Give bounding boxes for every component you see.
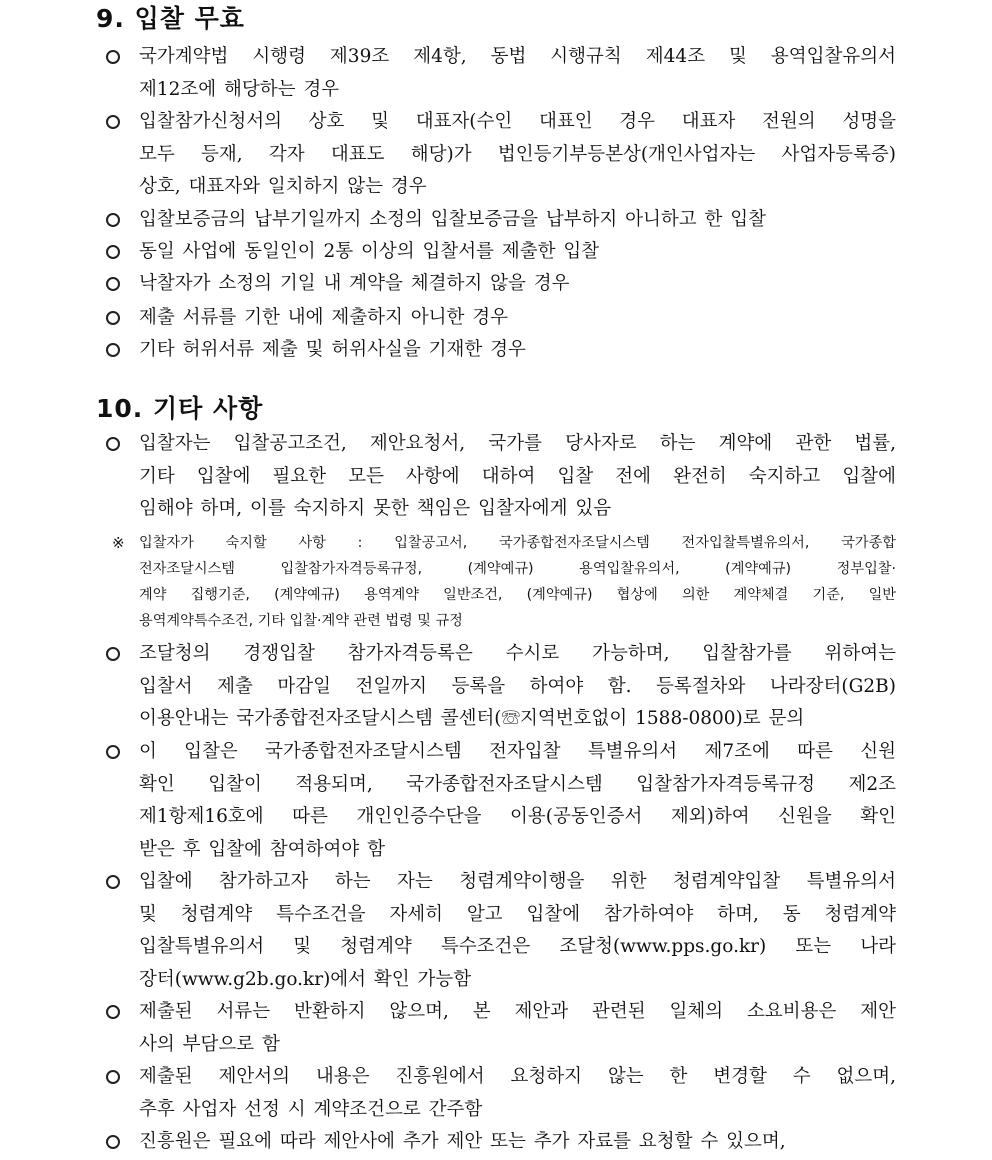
text-line: 이 입찰은 국가종합전자조달시스템 전자입찰 특별유의서 제7조에 따른 신원 — [139, 741, 896, 762]
note-line: 용역계약특수조건, 기타 입찰·계약 관련 법령 및 규정 — [139, 613, 463, 629]
item-text — [139, 334, 896, 367]
text-line: 낙찰자가 소정의 기일 내 계약을 체결하지 않을 경우 — [139, 273, 570, 294]
circle-bullet-icon — [106, 647, 120, 661]
text-line: 제12조에 해당하는 경우 — [139, 78, 340, 100]
reference-mark-icon: ※ — [112, 534, 125, 552]
circle-bullet-icon — [106, 745, 120, 759]
circle-bullet-icon — [106, 343, 120, 357]
circle-bullet-icon — [106, 115, 120, 129]
text-line: 모두 등재, 각자 대표도 해당)가 법인등기부등본상(개인사업자는 사업자등록증) — [139, 143, 896, 165]
text-line: 받은 후 입찰에 참여하여야 함 — [139, 838, 385, 860]
item-text — [139, 41, 896, 106]
item-text — [139, 1061, 896, 1126]
circle-bullet-icon — [106, 245, 120, 259]
text-line: 기타 입찰에 필요한 모든 사항에 대하여 입찰 전에 완전히 숙지하고 입찰에 — [139, 465, 896, 487]
circle-bullet-icon — [106, 277, 120, 291]
circle-bullet-icon — [106, 1135, 120, 1149]
text-line: 제출된 제안서의 내용은 진흥원에서 요청하지 않는 한 변경할 수 없으며, — [139, 1066, 896, 1087]
item-text — [139, 638, 896, 736]
circle-bullet-icon — [106, 1070, 120, 1084]
text-line: 및 청렴계약 특수조건을 자세히 알고 입찰에 참가하여야 하며, 동 청렴계약 — [139, 903, 896, 925]
text-line: 입찰보증금의 납부기일까지 소정의 입찰보증금을 납부하지 아니하고 한 입찰 — [139, 209, 767, 230]
item-text — [139, 996, 896, 1061]
circle-bullet-icon — [106, 50, 120, 64]
text-line: 입찰서 제출 마감일 전일까지 등록을 하여야 함. 등록절차와 나라장터(G2B) — [139, 675, 896, 697]
text-line: 제1항제16호에 따른 개인인증수단을 이용(공동인증서 제외)하여 신원을 확인 — [139, 806, 896, 827]
circle-bullet-icon — [106, 875, 120, 889]
circle-bullet-icon — [106, 437, 120, 451]
item-text — [139, 736, 896, 866]
text-line: 입찰자는 입찰공고조건, 제안요청서, 국가를 당사자로 하는 계약에 관한 법률, — [139, 433, 896, 454]
item-text — [139, 236, 896, 269]
item-text — [139, 268, 896, 301]
item-text — [139, 866, 896, 996]
note-line: 전자조달시스템 입찰참가자격등록규정, (계약예규) 용역입찰유의서, (계약예규) 정부입찰· — [139, 561, 896, 577]
text-line: 입찰에 참가하고자 하는 자는 청렴계약이행을 위한 청렴계약입찰 특별유의서 — [139, 871, 896, 892]
item-text — [139, 302, 896, 335]
text-line: 입찰특별유의서 및 청렴계약 특수조건은 조달청(www.pps.go.kr) 또는 나라 — [139, 936, 896, 957]
text-line: 국가계약법 시행령 제39조 제4항, 동법 시행규칙 제44조 및 용역입찰유의서 — [139, 46, 896, 67]
text-line: 장터(www.g2b.go.kr)에서 확인 가능함 — [139, 968, 472, 990]
item-text — [139, 204, 896, 237]
note-line: 입찰자가 숙지할 사항 : 입찰공고서, 국가종합전자조달시스템 전자입찰특별유의서, 국가종합 — [139, 535, 896, 551]
text-line: 제출된 서류는 반환하지 않으며, 본 제안과 관련된 일체의 소요비용은 제안 — [139, 1001, 896, 1022]
note-line: 계약 집행기준, (계약예규) 용역계약 일반조건, (계약예규) 협상에 의한 계약체결 기준, 일반 — [139, 587, 896, 603]
item-text — [139, 428, 896, 526]
text-line: 확인 입찰이 적용되며, 국가종합전자조달시스템 입찰참가자격등록규정 제2조 — [139, 773, 896, 795]
text-line: 진흥원은 필요에 따라 제안사에 추가 제안 또는 추가 자료를 요청할 수 있으며, — [139, 1131, 786, 1152]
text-line: 임해야 하며, 이를 숙지하지 못한 책임은 입찰자에게 있음 — [139, 498, 612, 519]
text-line: 조달청의 경쟁입찰 참가자격등록은 수시로 가능하며, 입찰참가를 위하여는 — [139, 643, 896, 664]
text-line: 이용안내는 국가종합전자조달시스템 콜센터(☏지역번호없이 1588-0800)로 문의 — [139, 708, 805, 729]
section-9-heading: 9. 입찰 무효 — [96, 4, 245, 33]
text-line: 동일 사업에 동일인이 2통 이상의 입찰서를 제출한 입찰 — [139, 241, 600, 262]
text-line: 사의 부담으로 함 — [139, 1033, 280, 1055]
circle-bullet-icon — [106, 213, 120, 227]
section-10-heading: 10. 기타 사항 — [96, 394, 264, 423]
text-line: 추후 사업자 선정 시 계약조건으로 간주함 — [139, 1098, 483, 1120]
text-line: 입찰참가신청서의 상호 및 대표자(수인 대표인 경우 대표자 전원의 성명을 — [139, 111, 896, 132]
item-text — [139, 106, 896, 204]
item-text — [139, 1126, 896, 1159]
text-line: 상호, 대표자와 일치하지 않는 경우 — [139, 176, 427, 197]
text-line: 제출 서류를 기한 내에 제출하지 아니한 경우 — [139, 307, 508, 328]
circle-bullet-icon — [106, 311, 120, 325]
circle-bullet-icon — [106, 1005, 120, 1019]
text-line: 기타 허위서류 제출 및 허위사실을 기재한 경우 — [139, 339, 526, 360]
note-text — [139, 530, 896, 634]
